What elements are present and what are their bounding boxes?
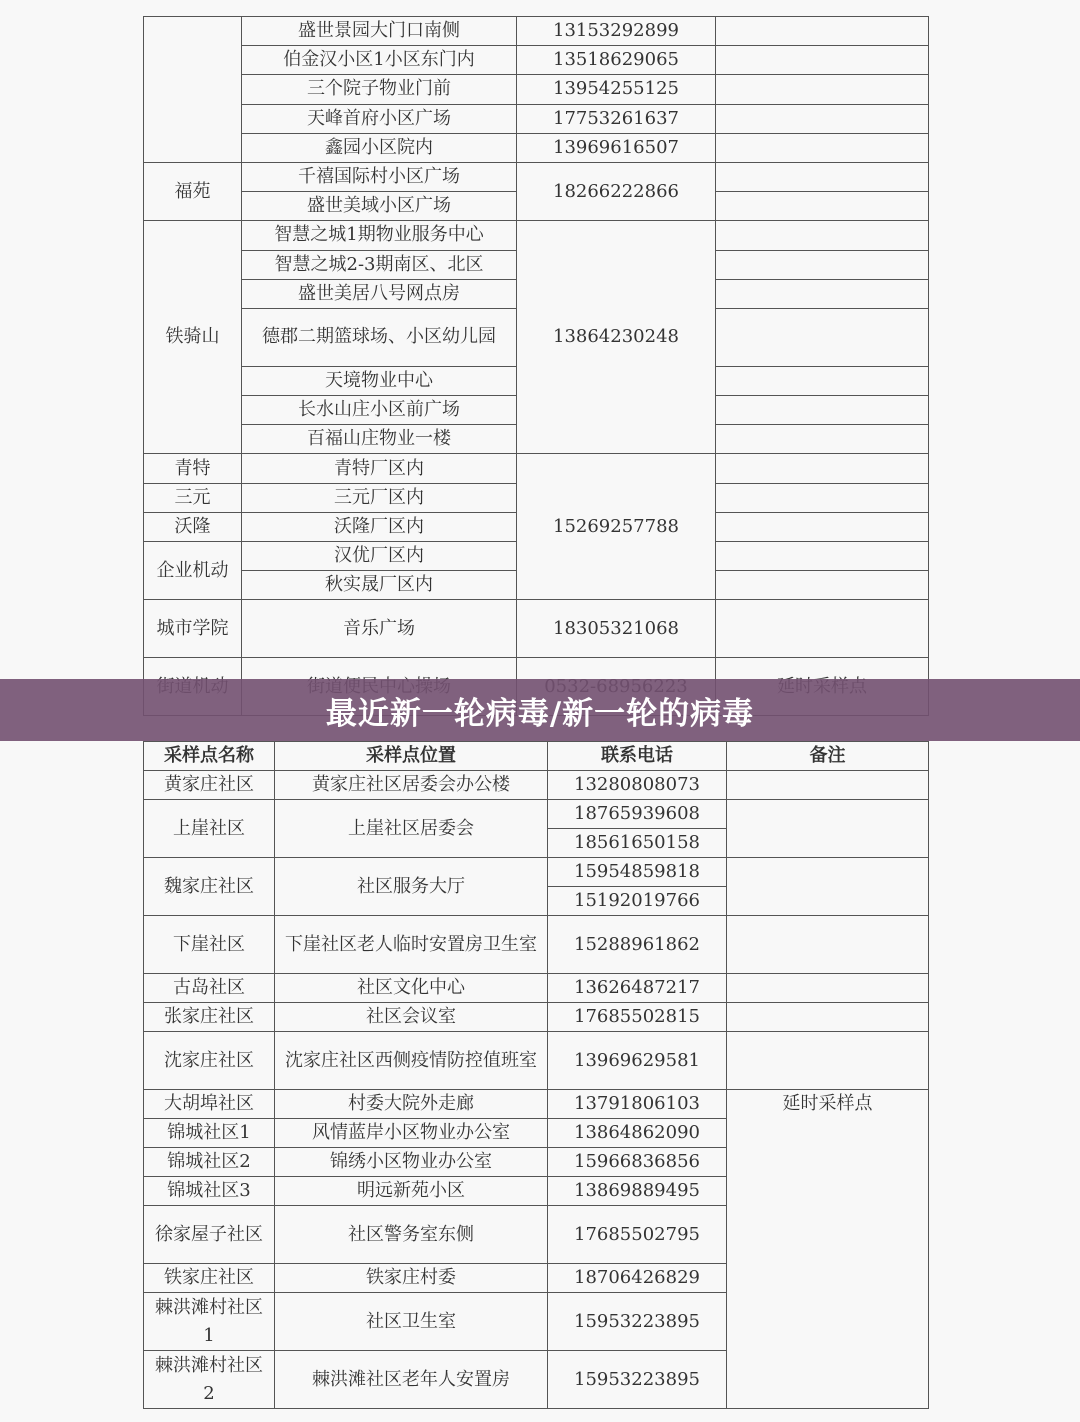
community-cell: 黄家庄社区: [144, 771, 275, 800]
community-cell: 张家庄社区: [144, 1003, 275, 1032]
phone-cell: 13280808073: [548, 771, 727, 800]
column-header: 联系电话: [548, 742, 727, 771]
note-cell: [727, 858, 929, 916]
location-cell: 社区会议室: [275, 1003, 548, 1032]
location-cell: 社区警务室东侧: [275, 1206, 548, 1264]
location-cell: 社区卫生室: [275, 1293, 548, 1351]
phone-cell: 13864862090: [548, 1119, 727, 1148]
table-header-row: [144, 742, 929, 771]
table-row: [144, 46, 929, 75]
note-cell: [727, 916, 929, 974]
note-cell: [716, 571, 929, 600]
community-cell: 沃隆: [144, 512, 242, 541]
phone-cell: 15269257788: [517, 454, 716, 600]
note-cell: [716, 192, 929, 221]
location-cell: 三个院子物业门前: [242, 75, 517, 104]
location-cell: 社区文化中心: [275, 974, 548, 1003]
banner-title: 最近新一轮病毒/新一轮的病毒: [325, 695, 755, 732]
table-row: [144, 17, 929, 46]
location-cell: 社区服务大厅: [275, 858, 548, 916]
note-cell: [716, 250, 929, 279]
table-row: [144, 916, 929, 974]
community-cell: 青特: [144, 454, 242, 483]
location-cell: 盛世景园大门口南侧: [242, 17, 517, 46]
location-cell: 盛世美居八号网点房: [242, 279, 517, 308]
note-cell: [716, 133, 929, 162]
note-cell: [716, 104, 929, 133]
table-row: [144, 1090, 929, 1119]
phone-cell: 18765939608: [548, 800, 727, 829]
note-cell: [716, 366, 929, 395]
location-cell: 千禧国际村小区广场: [242, 162, 517, 191]
location-cell: 青特厂区内: [242, 454, 517, 483]
column-header: 采样点位置: [275, 742, 548, 771]
note-cell: [727, 771, 929, 800]
note-cell: [716, 600, 929, 658]
table-row: [144, 800, 929, 829]
community-cell: 福苑: [144, 162, 242, 220]
community-cell: 上崖社区: [144, 800, 275, 858]
community-cell: 下崖社区: [144, 916, 275, 974]
phone-cell: 18266222866: [517, 162, 716, 220]
community-cell: 锦城社区3: [144, 1177, 275, 1206]
location-cell: 三元厂区内: [242, 483, 517, 512]
community-cell: 企业机动: [144, 542, 242, 600]
note-cell: [716, 279, 929, 308]
community-cell: 棘洪滩村社区2: [144, 1351, 275, 1409]
phone-cell: 13969616507: [517, 133, 716, 162]
note-cell: [716, 542, 929, 571]
table-row: [144, 858, 929, 887]
location-cell: 汉优厂区内: [242, 542, 517, 571]
phone-cell: 17685502795: [548, 1206, 727, 1264]
sampling-table-lower: [143, 741, 929, 1409]
column-header: 采样点名称: [144, 742, 275, 771]
location-cell: 风情蓝岸小区物业办公室: [275, 1119, 548, 1148]
location-cell: 百福山庄物业一楼: [242, 425, 517, 454]
phone-cell: 17753261637: [517, 104, 716, 133]
phone-cell: 18561650158: [548, 829, 727, 858]
community-cell: 古岛社区: [144, 974, 275, 1003]
note-cell: [716, 17, 929, 46]
note-cell: [727, 974, 929, 1003]
title-banner: [0, 679, 1080, 741]
community-cell: 城市学院: [144, 600, 242, 658]
phone-cell: 17685502815: [548, 1003, 727, 1032]
note-cell: [716, 46, 929, 75]
location-cell: 天峰首府小区广场: [242, 104, 517, 133]
note-cell: [716, 483, 929, 512]
community-cell: 棘洪滩村社区1: [144, 1293, 275, 1351]
location-cell: 下崖社区老人临时安置房卫生室: [275, 916, 548, 974]
phone-cell: 18706426829: [548, 1264, 727, 1293]
location-cell: 锦绣小区物业办公室: [275, 1148, 548, 1177]
note-cell: [727, 1032, 929, 1090]
phone-cell: 15288961862: [548, 916, 727, 974]
location-cell: 铁家庄村委: [275, 1264, 548, 1293]
phone-cell: 13969629581: [548, 1032, 727, 1090]
community-cell: 铁家庄社区: [144, 1264, 275, 1293]
community-cell: [144, 17, 242, 163]
location-cell: 沃隆厂区内: [242, 512, 517, 541]
table-row: [144, 974, 929, 1003]
phone-cell: 13518629065: [517, 46, 716, 75]
phone-cell: 13954255125: [517, 75, 716, 104]
community-cell: 魏家庄社区: [144, 858, 275, 916]
location-cell: 明远新苑小区: [275, 1177, 548, 1206]
location-cell: 盛世美域小区广场: [242, 192, 517, 221]
table-row: [144, 162, 929, 191]
location-cell: 黄家庄社区居委会办公楼: [275, 771, 548, 800]
phone-cell: 13153292899: [517, 17, 716, 46]
location-cell: 棘洪滩社区老年人安置房: [275, 1351, 548, 1409]
note-cell: [716, 425, 929, 454]
table-row: [144, 221, 929, 250]
table-row: [144, 1003, 929, 1032]
note-cell: [716, 162, 929, 191]
location-cell: 音乐广场: [242, 600, 517, 658]
location-cell: 德郡二期篮球场、小区幼儿园: [242, 308, 517, 366]
location-cell: 秋实晟厂区内: [242, 571, 517, 600]
phone-cell: 13864230248: [517, 221, 716, 454]
community-cell: 铁骑山: [144, 221, 242, 454]
phone-cell: 15953223895: [548, 1293, 727, 1351]
community-cell: 三元: [144, 483, 242, 512]
note-cell: [716, 454, 929, 483]
note-cell: [716, 221, 929, 250]
note-cell: [716, 308, 929, 366]
sampling-table-upper: [143, 16, 929, 716]
table-row: [144, 771, 929, 800]
community-cell: 徐家屋子社区: [144, 1206, 275, 1264]
community-cell: 沈家庄社区: [144, 1032, 275, 1090]
table-row: [144, 75, 929, 104]
location-cell: 村委大院外走廊: [275, 1090, 548, 1119]
location-cell: 智慧之城2-3期南区、北区: [242, 250, 517, 279]
location-cell: 智慧之城1期物业服务中心: [242, 221, 517, 250]
community-cell: 锦城社区1: [144, 1119, 275, 1148]
phone-cell: 13626487217: [548, 974, 727, 1003]
note-cell: [727, 1003, 929, 1032]
table-row: [144, 454, 929, 483]
note-cell: [716, 512, 929, 541]
table-row: [144, 104, 929, 133]
note-cell: [727, 800, 929, 858]
phone-cell: 13869889495: [548, 1177, 727, 1206]
phone-cell: 13791806103: [548, 1090, 727, 1119]
note-cell: 延时采样点: [727, 1090, 929, 1409]
table-row: [144, 133, 929, 162]
table-row: [144, 600, 929, 658]
note-cell: [716, 396, 929, 425]
phone-cell: 15954859818: [548, 858, 727, 887]
column-header: 备注: [727, 742, 929, 771]
phone-cell: 15966836856: [548, 1148, 727, 1177]
phone-cell: 15192019766: [548, 887, 727, 916]
location-cell: 伯金汉小区1小区东门内: [242, 46, 517, 75]
note-cell: [716, 75, 929, 104]
community-cell: 大胡埠社区: [144, 1090, 275, 1119]
table-row: [144, 1032, 929, 1090]
location-cell: 长水山庄小区前广场: [242, 396, 517, 425]
phone-cell: 15953223895: [548, 1351, 727, 1409]
location-cell: 天境物业中心: [242, 366, 517, 395]
location-cell: 上崖社区居委会: [275, 800, 548, 858]
phone-cell: 18305321068: [517, 600, 716, 658]
community-cell: 锦城社区2: [144, 1148, 275, 1177]
location-cell: 沈家庄社区西侧疫情防控值班室: [275, 1032, 548, 1090]
location-cell: 鑫园小区院内: [242, 133, 517, 162]
